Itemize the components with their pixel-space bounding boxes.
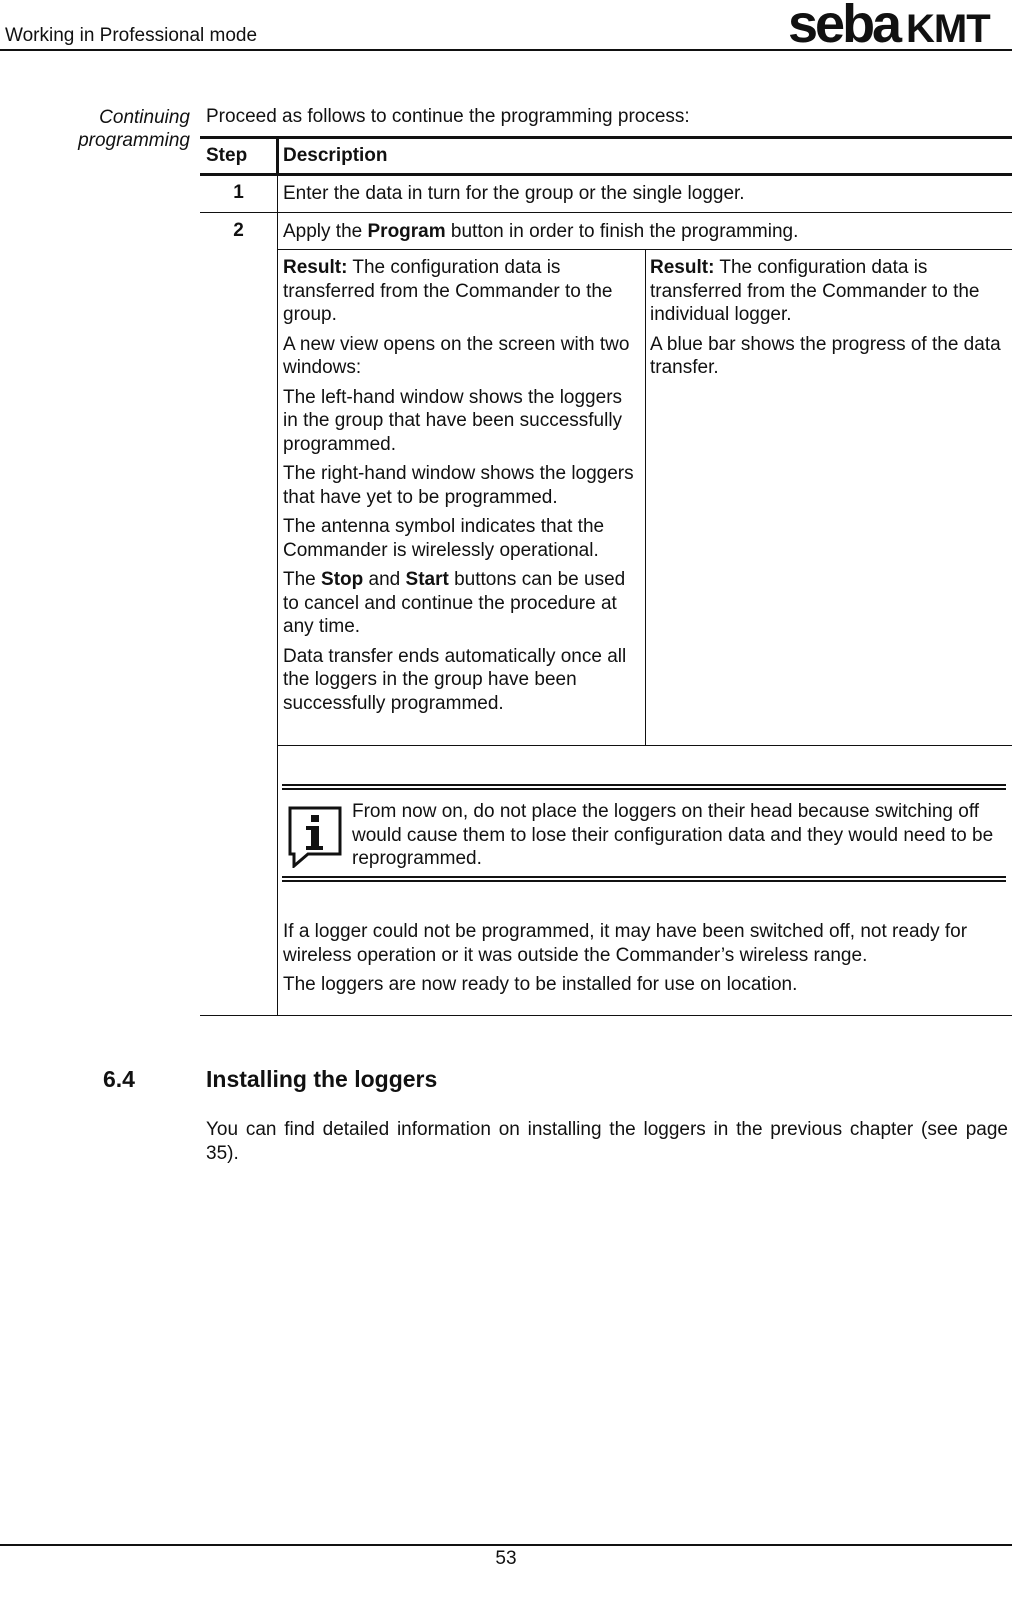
page-number: 53 (495, 1548, 517, 1569)
svg-text:KMT: KMT (906, 7, 990, 46)
result-group: Result: The configuration data is transferred from the Commander to the group. A new view opens on the screen with two windows: The left-hand window shows the loggers in the group that have been successfully programmed. The right-hand window shows the loggers that have yet to be programmed. The antenna symbol indicates that the Commander is wirelessly operational. The Stop and Start buttons can be used to cancel and continue the procedure at any time. Data transfer ends automatically once all the loggers in the group have been successfully programmed. (283, 257, 634, 714)
step-number: 2 (233, 220, 244, 241)
section-number: 6.4 (103, 1066, 135, 1092)
result-single-logger: Result: The configuration data is transferred from the Commander to the individual logger. A blue bar shows the progress of the data transfer. (650, 257, 1001, 378)
margin-note: Continuing programming (78, 107, 190, 151)
step-number: 1 (233, 182, 244, 203)
table-bottom-rule (200, 1015, 1012, 1016)
step-description: Apply the Program button in order to finish the programming. (283, 221, 799, 242)
info-icon (288, 806, 342, 868)
running-header: Working in Professional mode (5, 25, 258, 46)
intro-text: Proceed as follows to continue the programming process: (206, 106, 690, 127)
column-divider (645, 249, 646, 746)
svg-text:seba: seba (788, 0, 900, 46)
header-rule (0, 49, 1012, 51)
steps-table (200, 136, 1012, 1016)
after-note: If a logger could not be programmed, it may have been switched off, not ready for wireless operation or it was outside the Commander’s wireless range. The loggers are now ready to be installed for use on location. (283, 921, 968, 995)
header-step: Step (206, 145, 248, 166)
section-title: Installing the loggers (206, 1066, 438, 1092)
info-note (282, 784, 1006, 888)
table-header-rule (200, 173, 1012, 176)
info-note-text: From now on, do not place the loggers on their head because switching off would cause them to lose their configuration data and they would need to be reprogrammed. (352, 801, 994, 869)
header-description: Description (283, 145, 388, 166)
section-body: You can find detailed information on installing the loggers in the previous chapter (see page 35). (206, 1119, 1008, 1164)
step-description: Enter the data in turn for the group or the single logger. (283, 183, 745, 204)
footer-rule (0, 1544, 1012, 1546)
column-divider (276, 136, 279, 176)
column-divider (277, 176, 278, 1016)
row-divider (200, 212, 1012, 213)
sebakmt-logo (788, 0, 1028, 46)
table-top-rule (200, 136, 1012, 139)
